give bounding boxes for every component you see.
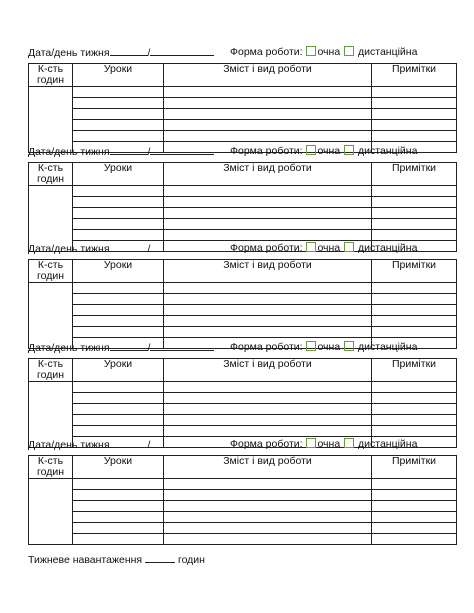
table-row <box>29 426 457 437</box>
day-blank[interactable] <box>150 436 214 448</box>
notes-cell[interactable] <box>372 316 457 327</box>
date-separator: / <box>147 342 151 354</box>
content-cell[interactable] <box>164 404 372 415</box>
option-remote: дистанційна <box>358 145 418 157</box>
day-blank[interactable] <box>150 339 214 351</box>
notes-cell[interactable] <box>372 415 457 426</box>
lesson-cell[interactable] <box>73 120 164 131</box>
table-row <box>29 87 457 98</box>
date-field <box>28 143 214 160</box>
day-header <box>28 240 456 256</box>
content-cell[interactable] <box>164 382 372 393</box>
content-cell[interactable] <box>164 305 372 316</box>
notes-cell[interactable] <box>372 87 457 98</box>
lesson-cell[interactable] <box>73 197 164 208</box>
notes-cell[interactable] <box>372 197 457 208</box>
day-block-5 <box>28 436 456 545</box>
col-content: Зміст і вид роботи <box>164 163 372 186</box>
content-cell[interactable] <box>164 534 372 545</box>
option-in-person: очна <box>317 242 341 254</box>
lessons-table <box>28 162 457 252</box>
notes-cell[interactable] <box>372 219 457 230</box>
table-row <box>29 512 457 523</box>
date-blank[interactable] <box>110 436 148 448</box>
lessons-table <box>28 259 457 349</box>
date-blank[interactable] <box>110 240 148 252</box>
lesson-cell[interactable] <box>73 404 164 415</box>
notes-cell[interactable] <box>372 109 457 120</box>
work-form-label: Форма роботи: <box>230 145 303 157</box>
lesson-cell[interactable] <box>73 316 164 327</box>
content-cell[interactable] <box>164 523 372 534</box>
col-hours: К-сть годин <box>29 163 73 186</box>
notes-cell[interactable] <box>372 426 457 437</box>
lesson-cell[interactable] <box>73 219 164 230</box>
col-content: Зміст і вид роботи <box>164 359 372 382</box>
table-row <box>29 197 457 208</box>
weekly-load <box>28 551 205 567</box>
work-form-field <box>230 339 417 355</box>
content-cell[interactable] <box>164 131 372 142</box>
content-cell[interactable] <box>164 98 372 109</box>
notes-cell[interactable] <box>372 404 457 415</box>
date-blank[interactable] <box>110 44 148 56</box>
content-cell[interactable] <box>164 186 372 197</box>
table-header-row <box>29 64 457 87</box>
notes-cell[interactable] <box>372 327 457 338</box>
notes-cell[interactable] <box>372 305 457 316</box>
work-form-field <box>230 240 417 256</box>
content-cell[interactable] <box>164 87 372 98</box>
checkbox-icon[interactable] <box>344 242 354 252</box>
option-in-person: очна <box>317 145 341 157</box>
date-separator: / <box>147 146 151 158</box>
lessons-table <box>28 63 457 153</box>
content-cell[interactable] <box>164 415 372 426</box>
checkbox-icon[interactable] <box>344 46 354 56</box>
table-row <box>29 131 457 142</box>
content-cell[interactable] <box>164 197 372 208</box>
date-separator: / <box>147 243 151 255</box>
checkbox-icon[interactable] <box>306 438 316 448</box>
table-row <box>29 219 457 230</box>
date-label: Дата/день тижня <box>28 439 110 451</box>
work-form-label: Форма роботи: <box>230 242 303 254</box>
content-cell[interactable] <box>164 120 372 131</box>
day-blank[interactable] <box>150 44 214 56</box>
content-cell[interactable] <box>164 512 372 523</box>
day-header <box>28 143 456 159</box>
notes-cell[interactable] <box>372 294 457 305</box>
option-remote: дистанційна <box>358 242 418 254</box>
content-cell[interactable] <box>164 327 372 338</box>
col-notes: Примітки <box>372 456 457 479</box>
lesson-cell[interactable] <box>73 294 164 305</box>
lesson-cell[interactable] <box>73 283 164 294</box>
table-row <box>29 490 457 501</box>
table-row <box>29 283 457 294</box>
table-row <box>29 294 457 305</box>
date-field <box>28 339 214 356</box>
date-blank[interactable] <box>110 143 148 155</box>
table-row <box>29 109 457 120</box>
content-cell[interactable] <box>164 316 372 327</box>
notes-cell[interactable] <box>372 98 457 109</box>
option-in-person: очна <box>317 341 341 353</box>
col-lessons: Уроки <box>73 359 164 382</box>
checkbox-icon[interactable] <box>344 438 354 448</box>
table-header-row <box>29 260 457 283</box>
weekly-load-label: Тижневе навантаження <box>28 554 143 566</box>
table-row <box>29 415 457 426</box>
option-remote: дистанційна <box>358 46 418 58</box>
table-row <box>29 316 457 327</box>
table-header-row <box>29 163 457 186</box>
work-form-label: Форма роботи: <box>230 46 303 58</box>
content-cell[interactable] <box>164 490 372 501</box>
table-row <box>29 523 457 534</box>
col-hours: К-сть годин <box>29 359 73 382</box>
col-hours: К-сть годин <box>29 260 73 283</box>
col-content: Зміст і вид роботи <box>164 260 372 283</box>
notes-cell[interactable] <box>372 501 457 512</box>
date-field <box>28 436 214 453</box>
lesson-cell[interactable] <box>73 382 164 393</box>
table-header-row <box>29 456 457 479</box>
table-row <box>29 120 457 131</box>
lesson-cell[interactable] <box>73 490 164 501</box>
table-row <box>29 534 457 545</box>
content-cell[interactable] <box>164 501 372 512</box>
notes-cell[interactable] <box>372 283 457 294</box>
col-notes: Примітки <box>372 359 457 382</box>
notes-cell[interactable] <box>372 131 457 142</box>
col-notes: Примітки <box>372 64 457 87</box>
table-row <box>29 382 457 393</box>
date-label: Дата/день тижня <box>28 47 110 59</box>
date-label: Дата/день тижня <box>28 342 110 354</box>
col-notes: Примітки <box>372 163 457 186</box>
table-row <box>29 479 457 490</box>
content-cell[interactable] <box>164 393 372 404</box>
col-notes: Примітки <box>372 260 457 283</box>
col-lessons: Уроки <box>73 260 164 283</box>
table-row <box>29 305 457 316</box>
date-label: Дата/день тижня <box>28 243 110 255</box>
lesson-cell[interactable] <box>73 131 164 142</box>
day-block-3 <box>28 240 456 349</box>
table-row <box>29 98 457 109</box>
col-content: Зміст і вид роботи <box>164 64 372 87</box>
notes-cell[interactable] <box>372 393 457 404</box>
date-separator: / <box>147 439 151 451</box>
notes-cell[interactable] <box>372 512 457 523</box>
option-in-person: очна <box>317 46 341 58</box>
table-row <box>29 404 457 415</box>
table-row <box>29 186 457 197</box>
weekly-load-blank[interactable] <box>145 551 175 563</box>
content-cell[interactable] <box>164 208 372 219</box>
content-cell[interactable] <box>164 219 372 230</box>
col-lessons: Уроки <box>73 163 164 186</box>
day-blank[interactable] <box>150 240 214 252</box>
lesson-cell[interactable] <box>73 109 164 120</box>
lesson-cell[interactable] <box>73 512 164 523</box>
work-form-label: Форма роботи: <box>230 438 303 450</box>
day-block-1 <box>28 44 456 153</box>
checkbox-icon[interactable] <box>306 242 316 252</box>
lesson-cell[interactable] <box>73 426 164 437</box>
content-cell[interactable] <box>164 109 372 120</box>
date-label: Дата/день тижня <box>28 146 110 158</box>
content-cell[interactable] <box>164 294 372 305</box>
lesson-cell[interactable] <box>73 230 164 241</box>
table-header-row <box>29 359 457 382</box>
day-block-4 <box>28 339 456 448</box>
work-form-field <box>230 143 417 159</box>
option-remote: дистанційна <box>358 438 418 450</box>
notes-cell[interactable] <box>372 208 457 219</box>
notes-cell[interactable] <box>372 534 457 545</box>
col-lessons: Уроки <box>73 456 164 479</box>
notes-cell[interactable] <box>372 479 457 490</box>
notes-cell[interactable] <box>372 523 457 534</box>
lesson-cell[interactable] <box>73 186 164 197</box>
table-row <box>29 208 457 219</box>
table-row <box>29 393 457 404</box>
day-header <box>28 339 456 355</box>
date-field <box>28 44 214 61</box>
day-header <box>28 44 456 60</box>
notes-cell[interactable] <box>372 230 457 241</box>
lesson-cell[interactable] <box>73 501 164 512</box>
lesson-cell[interactable] <box>73 305 164 316</box>
col-content: Зміст і вид роботи <box>164 456 372 479</box>
table-row <box>29 501 457 512</box>
checkbox-icon[interactable] <box>344 341 354 351</box>
checkbox-icon[interactable] <box>306 145 316 155</box>
checkbox-icon[interactable] <box>344 145 354 155</box>
table-row <box>29 230 457 241</box>
lesson-cell[interactable] <box>73 393 164 404</box>
notes-cell[interactable] <box>372 490 457 501</box>
lesson-cell[interactable] <box>73 208 164 219</box>
option-in-person: очна <box>317 438 341 450</box>
hours-unit: годин <box>177 554 205 566</box>
col-hours: К-сть годин <box>29 456 73 479</box>
day-block-2 <box>28 143 456 252</box>
content-cell[interactable] <box>164 283 372 294</box>
lesson-cell[interactable] <box>73 87 164 98</box>
checkbox-icon[interactable] <box>306 46 316 56</box>
notes-cell[interactable] <box>372 382 457 393</box>
notes-cell[interactable] <box>372 186 457 197</box>
day-header <box>28 436 456 452</box>
date-field <box>28 240 214 257</box>
content-cell[interactable] <box>164 479 372 490</box>
option-remote: дистанційна <box>358 341 418 353</box>
col-hours: К-сть годин <box>29 64 73 87</box>
lesson-cell[interactable] <box>73 98 164 109</box>
lessons-table <box>28 455 457 545</box>
lesson-cell[interactable] <box>73 534 164 545</box>
work-form-field <box>230 44 417 60</box>
lesson-cell[interactable] <box>73 415 164 426</box>
date-blank[interactable] <box>110 339 148 351</box>
checkbox-icon[interactable] <box>306 341 316 351</box>
content-cell[interactable] <box>164 230 372 241</box>
day-blank[interactable] <box>150 143 214 155</box>
col-lessons: Уроки <box>73 64 164 87</box>
lesson-cell[interactable] <box>73 327 164 338</box>
lesson-cell[interactable] <box>73 523 164 534</box>
content-cell[interactable] <box>164 426 372 437</box>
hours-cell[interactable] <box>29 479 73 545</box>
lesson-cell[interactable] <box>73 479 164 490</box>
work-form-field <box>230 436 417 452</box>
work-form-label: Форма роботи: <box>230 341 303 353</box>
date-separator: / <box>147 47 151 59</box>
table-row <box>29 327 457 338</box>
notes-cell[interactable] <box>372 120 457 131</box>
lessons-table <box>28 358 457 448</box>
